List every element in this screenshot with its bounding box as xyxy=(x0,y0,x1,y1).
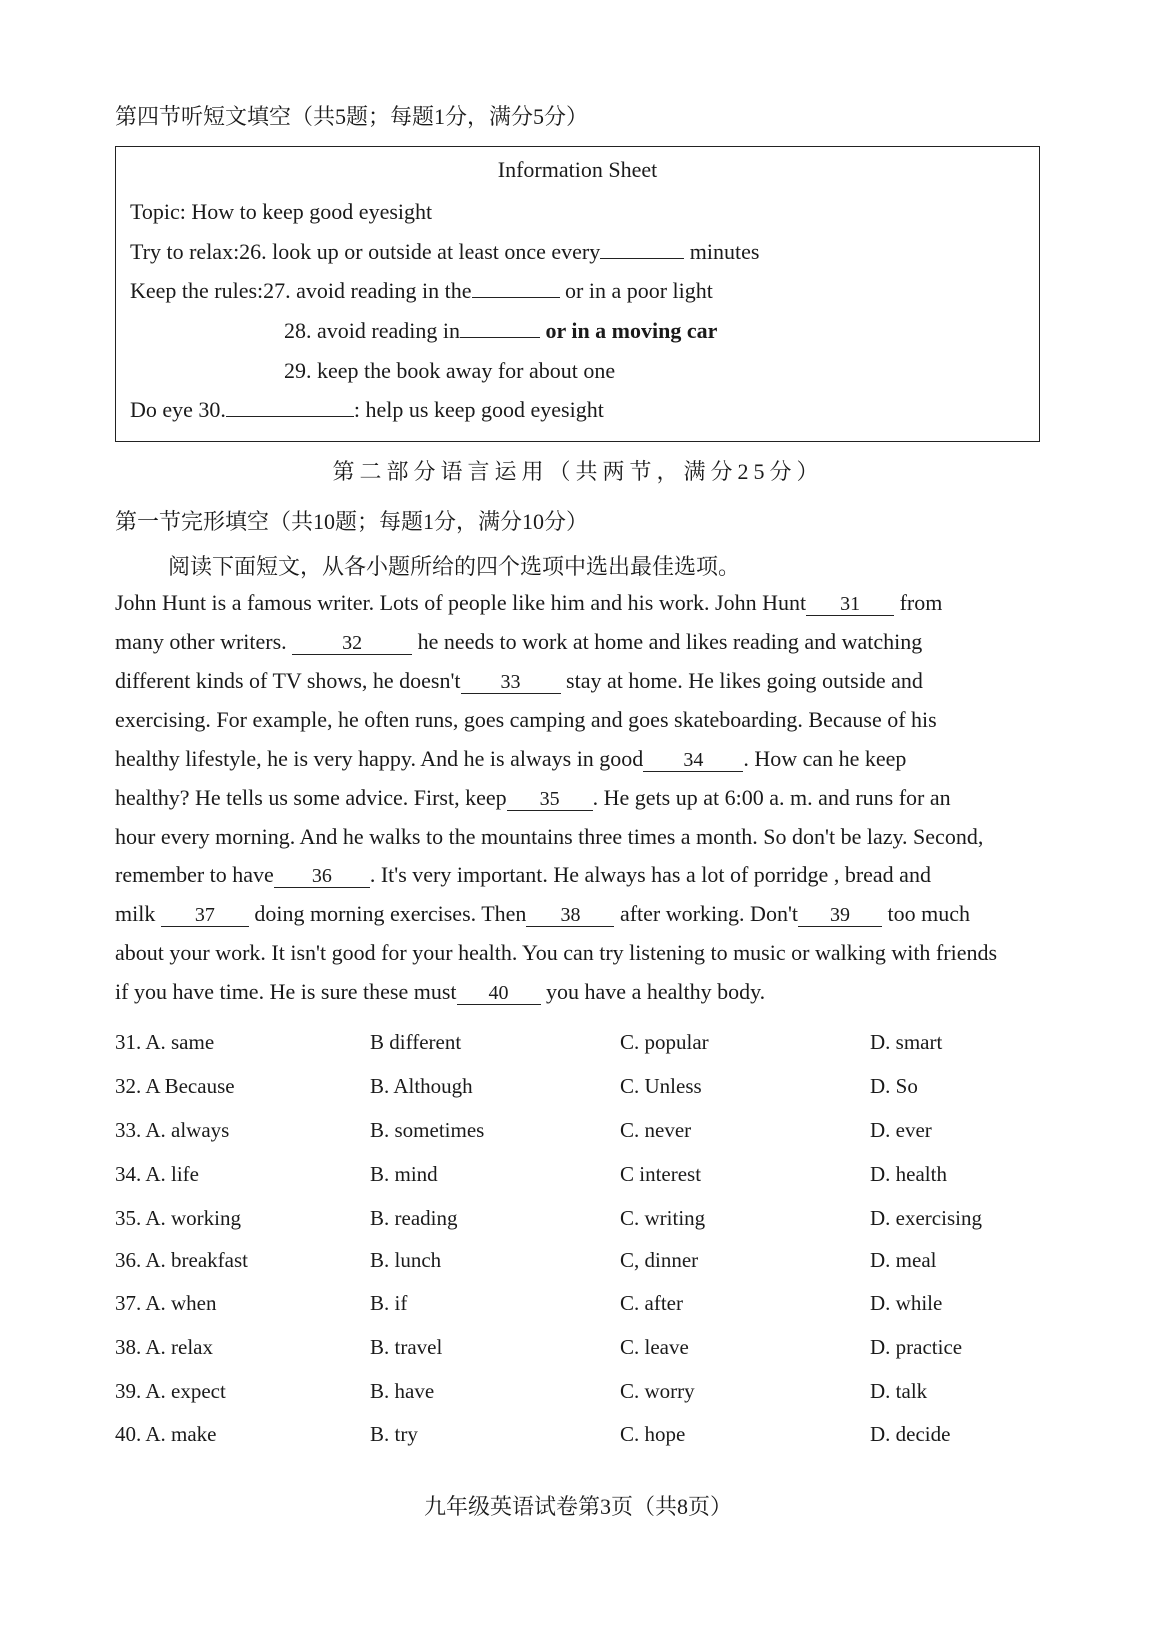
option-b[interactable]: B. if xyxy=(370,1291,408,1315)
option-b[interactable]: B. reading xyxy=(370,1206,458,1230)
option-row-31 xyxy=(115,1030,1115,1060)
option-b[interactable]: B different xyxy=(370,1030,462,1054)
option-row-34 xyxy=(115,1162,1115,1192)
option-c[interactable]: C interest xyxy=(620,1162,702,1186)
option-c[interactable]: C. worry xyxy=(620,1379,695,1403)
blank-38: 38 xyxy=(526,904,614,927)
passage-text: after working. Don't xyxy=(619,901,799,926)
passage-line xyxy=(115,707,937,733)
passage-text: . He gets up at 6:00 a. m. and runs for an xyxy=(592,785,951,810)
passage-text: exercising. For example, he often runs, goes camping and goes skateboarding. Because of his xyxy=(115,707,937,732)
option-d[interactable]: D. So xyxy=(870,1074,918,1098)
section4-heading: 第四节听短文填空（共5题；每题1分，满分5分） xyxy=(115,104,589,129)
passage-line xyxy=(115,785,951,811)
passage-text: from xyxy=(899,590,943,615)
blank-39: 39 xyxy=(798,904,882,927)
option-a[interactable]: 38. A. relax xyxy=(115,1335,213,1359)
option-d[interactable]: D. ever xyxy=(870,1118,932,1142)
passage-line xyxy=(115,668,923,694)
option-row-38 xyxy=(115,1335,1115,1365)
passage-text: healthy? He tells us some advice. First, keep xyxy=(115,785,507,810)
info-line-27-suffix: or in a poor light xyxy=(565,278,713,303)
option-c[interactable]: C. never xyxy=(620,1118,692,1142)
option-c[interactable]: C. popular xyxy=(620,1030,709,1054)
option-row-33 xyxy=(115,1118,1115,1148)
information-sheet-box xyxy=(115,146,1040,442)
passage-text: hour every morning. And he walks to the mountains three times a month. So don't be lazy. Second, xyxy=(115,824,984,849)
option-a[interactable]: 32. A Because xyxy=(115,1074,235,1098)
info-line-26 xyxy=(130,239,759,265)
passage-text: about your work. It isn't good for your health. You can try listening to music or walking with friends xyxy=(115,940,998,965)
passage-line xyxy=(115,901,970,927)
blank-40: 40 xyxy=(457,982,541,1005)
option-a[interactable]: 35. A. working xyxy=(115,1206,241,1230)
passage-text: . It's very important. He always has a lot of porridge , bread and xyxy=(369,862,931,887)
info-line-28-suffix: or in a moving car xyxy=(545,318,718,343)
passage-line xyxy=(115,746,906,772)
part2-heading: 第二部分语言运用（共两节，满分25分） xyxy=(332,459,824,484)
passage-line xyxy=(115,979,765,1005)
blank-33: 33 xyxy=(461,671,561,694)
option-a[interactable]: 40. A. make xyxy=(115,1422,217,1446)
option-d[interactable]: D. talk xyxy=(870,1379,928,1403)
option-c[interactable]: C. leave xyxy=(620,1335,689,1359)
option-b[interactable]: B. sometimes xyxy=(370,1118,485,1142)
option-a[interactable]: 39. A. expect xyxy=(115,1379,226,1403)
passage-text: different kinds of TV shows, he doesn't xyxy=(115,668,461,693)
info-line-30-suffix: : help us keep good eyesight xyxy=(353,397,604,422)
blank-36: 36 xyxy=(274,865,370,888)
option-a[interactable]: 34. A. life xyxy=(115,1162,199,1186)
information-sheet-title: Information Sheet xyxy=(497,157,658,182)
blank-32: 32 xyxy=(292,632,412,655)
option-b[interactable]: B. try xyxy=(370,1422,418,1446)
blank-37: 37 xyxy=(161,904,249,927)
passage-line xyxy=(115,629,922,655)
info-line-28-text: 28. avoid reading in xyxy=(284,318,460,343)
passage-text: stay at home. He likes going outside and xyxy=(566,668,923,693)
passage-text: you have a healthy body. xyxy=(546,979,766,1004)
page-footer: 九年级英语试卷第3页（共8页） xyxy=(423,1494,732,1519)
option-d[interactable]: D. smart xyxy=(870,1030,943,1054)
option-row-36 xyxy=(115,1248,1115,1278)
option-row-39 xyxy=(115,1379,1115,1409)
option-row-37 xyxy=(115,1291,1115,1321)
option-d[interactable]: D. decide xyxy=(870,1422,951,1446)
passage-text: . How can he keep xyxy=(743,746,907,771)
option-a[interactable]: 31. A. same xyxy=(115,1030,215,1054)
info-line-29: 29. keep the book away for about one xyxy=(284,358,616,383)
option-b[interactable]: B. mind xyxy=(370,1162,438,1186)
option-a[interactable]: 33. A. always xyxy=(115,1118,230,1142)
passage-text: John Hunt is a famous writer. Lots of people like him and his work. John Hunt xyxy=(115,590,807,615)
option-c[interactable]: C. writing xyxy=(620,1206,706,1230)
blank-31: 31 xyxy=(806,593,894,616)
passage-text: too much xyxy=(887,901,971,926)
blank-35: 35 xyxy=(507,788,593,811)
passage-line xyxy=(115,590,942,616)
info-topic-line: Topic: How to keep good eyesight xyxy=(130,199,433,224)
passage-line xyxy=(115,940,997,966)
info-line-27-text: Keep the rules:27. avoid reading in the xyxy=(130,278,472,303)
blank-30 xyxy=(226,398,354,417)
passage-text: remember to have xyxy=(115,862,274,887)
info-line-30 xyxy=(130,397,604,423)
info-line-27 xyxy=(130,278,713,304)
blank-28 xyxy=(460,319,540,338)
option-b[interactable]: B. have xyxy=(370,1379,435,1403)
option-d[interactable]: D. while xyxy=(870,1291,943,1315)
passage-text: he needs to work at home and likes reading and watching xyxy=(417,629,923,654)
passage-text: healthy lifestyle, he is very happy. And he is always in good xyxy=(115,746,644,771)
option-b[interactable]: B. travel xyxy=(370,1335,443,1359)
section1-heading: 第一节完形填空（共10题；每题1分，满分10分） xyxy=(115,509,589,534)
info-line-28 xyxy=(284,318,717,344)
option-c[interactable]: C, dinner xyxy=(620,1248,699,1272)
passage-text: doing morning exercises. Then xyxy=(254,901,527,926)
passage-line xyxy=(115,862,931,888)
option-row-40 xyxy=(115,1422,1115,1452)
info-line-26-suffix: minutes xyxy=(689,239,760,264)
option-c[interactable]: C. hope xyxy=(620,1422,686,1446)
option-d[interactable]: D. meal xyxy=(870,1248,937,1272)
passage-line xyxy=(115,824,983,850)
passage-text: milk xyxy=(115,901,156,926)
option-d[interactable]: D. health xyxy=(870,1162,947,1186)
option-b[interactable]: B. Although xyxy=(370,1074,473,1098)
blank-34: 34 xyxy=(643,749,743,772)
option-row-35 xyxy=(115,1206,1115,1236)
option-c[interactable]: C. after xyxy=(620,1291,683,1315)
option-row-32 xyxy=(115,1074,1115,1104)
cloze-instruction: 阅读下面短文，从各小题所给的四个选项中选出最佳选项。 xyxy=(168,554,741,579)
option-b[interactable]: B. lunch xyxy=(370,1248,442,1272)
passage-text: many other writers. xyxy=(115,629,287,654)
info-line-26-text: Try to relax:26. look up or outside at least once every xyxy=(130,239,601,264)
option-c[interactable]: C. Unless xyxy=(620,1074,702,1098)
blank-26 xyxy=(600,240,684,259)
option-a[interactable]: 36. A. breakfast xyxy=(115,1248,248,1272)
info-line-30-text: Do eye 30. xyxy=(130,397,226,422)
passage-text: if you have time. He is sure these must xyxy=(115,979,457,1004)
option-a[interactable]: 37. A. when xyxy=(115,1291,217,1315)
blank-27 xyxy=(472,279,560,298)
option-d[interactable]: D. practice xyxy=(870,1335,963,1359)
option-d[interactable]: D. exercising xyxy=(870,1206,982,1230)
